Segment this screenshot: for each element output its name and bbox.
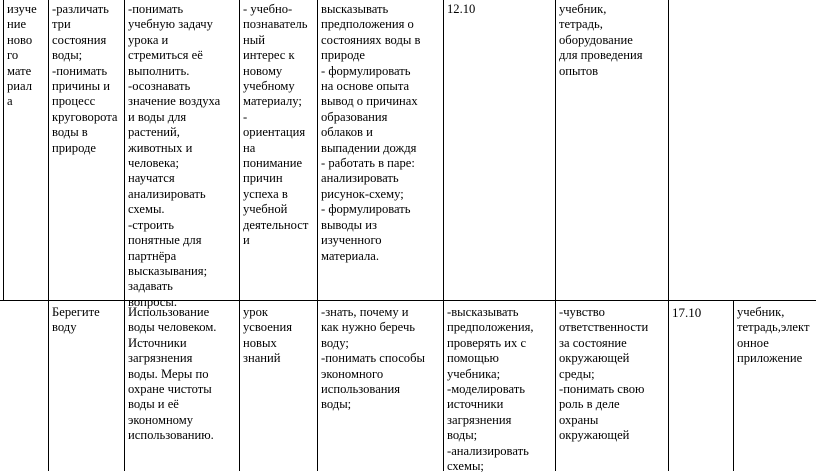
date-cell: 17.10 <box>672 305 702 320</box>
personal-results-cell: - учебно- познаватель ный интерес к новому учебному материалу; - ориентация на понимание причин успеха в учебной деятельност и <box>243 2 309 248</box>
lesson-topic-cell: Берегите воду <box>52 305 100 335</box>
meta-results-cell: -понимать учебную задачу урока и стремиться её выполнить. -осознавать значение воздуха и воды для растений, животных и человека; научатся анализировать схемы. -строить понятные для партнёра высказывания; задавать вопросы. <box>128 2 221 309</box>
date-cell: 12.10 <box>447 2 476 16</box>
personal-results-cell: -чувство ответственности за состояние окружающей среды; -понимать свою роль в деле охраны окружающей <box>559 305 649 443</box>
lesson-type-cell: изуче ние ново го мате риал а <box>7 2 37 109</box>
lesson-type-cell: урок усвоения новых знаний <box>243 305 293 366</box>
equipment-cell: учебник, тетрадь,элект онное приложение <box>737 305 810 366</box>
student-activities-cell: -высказывать предположения, проверять их с помощью учебника; -моделировать источники загрязнения воды; -анализировать схемы; <box>447 305 534 474</box>
equipment-cell: учебник, тетрадь, оборудование для проведения опытов <box>559 2 643 78</box>
student-activities-cell: высказывать предположения о состояниях воды в природе - формулировать на основе опыта вывод о причинах образования облаков и выпадении дождя - работать в паре: анализировать рисунок-схему; - формулировать выводы из изученного материала. <box>321 2 421 263</box>
subject-results-cell: -различать три состояния воды; -понимать причины и процесс круговорота воды в природе <box>52 2 118 155</box>
subject-results-cell: -знать, почему и как нужно беречь воду; -понимать способы экономного использования воды; <box>321 305 425 412</box>
row-divider <box>0 300 816 301</box>
lesson-content-cell: Использование воды человеком. Источники загрязнения воды. Меры по охране чистоты воды и её экономному использованию. <box>128 305 217 443</box>
row1-border-right <box>668 0 669 300</box>
